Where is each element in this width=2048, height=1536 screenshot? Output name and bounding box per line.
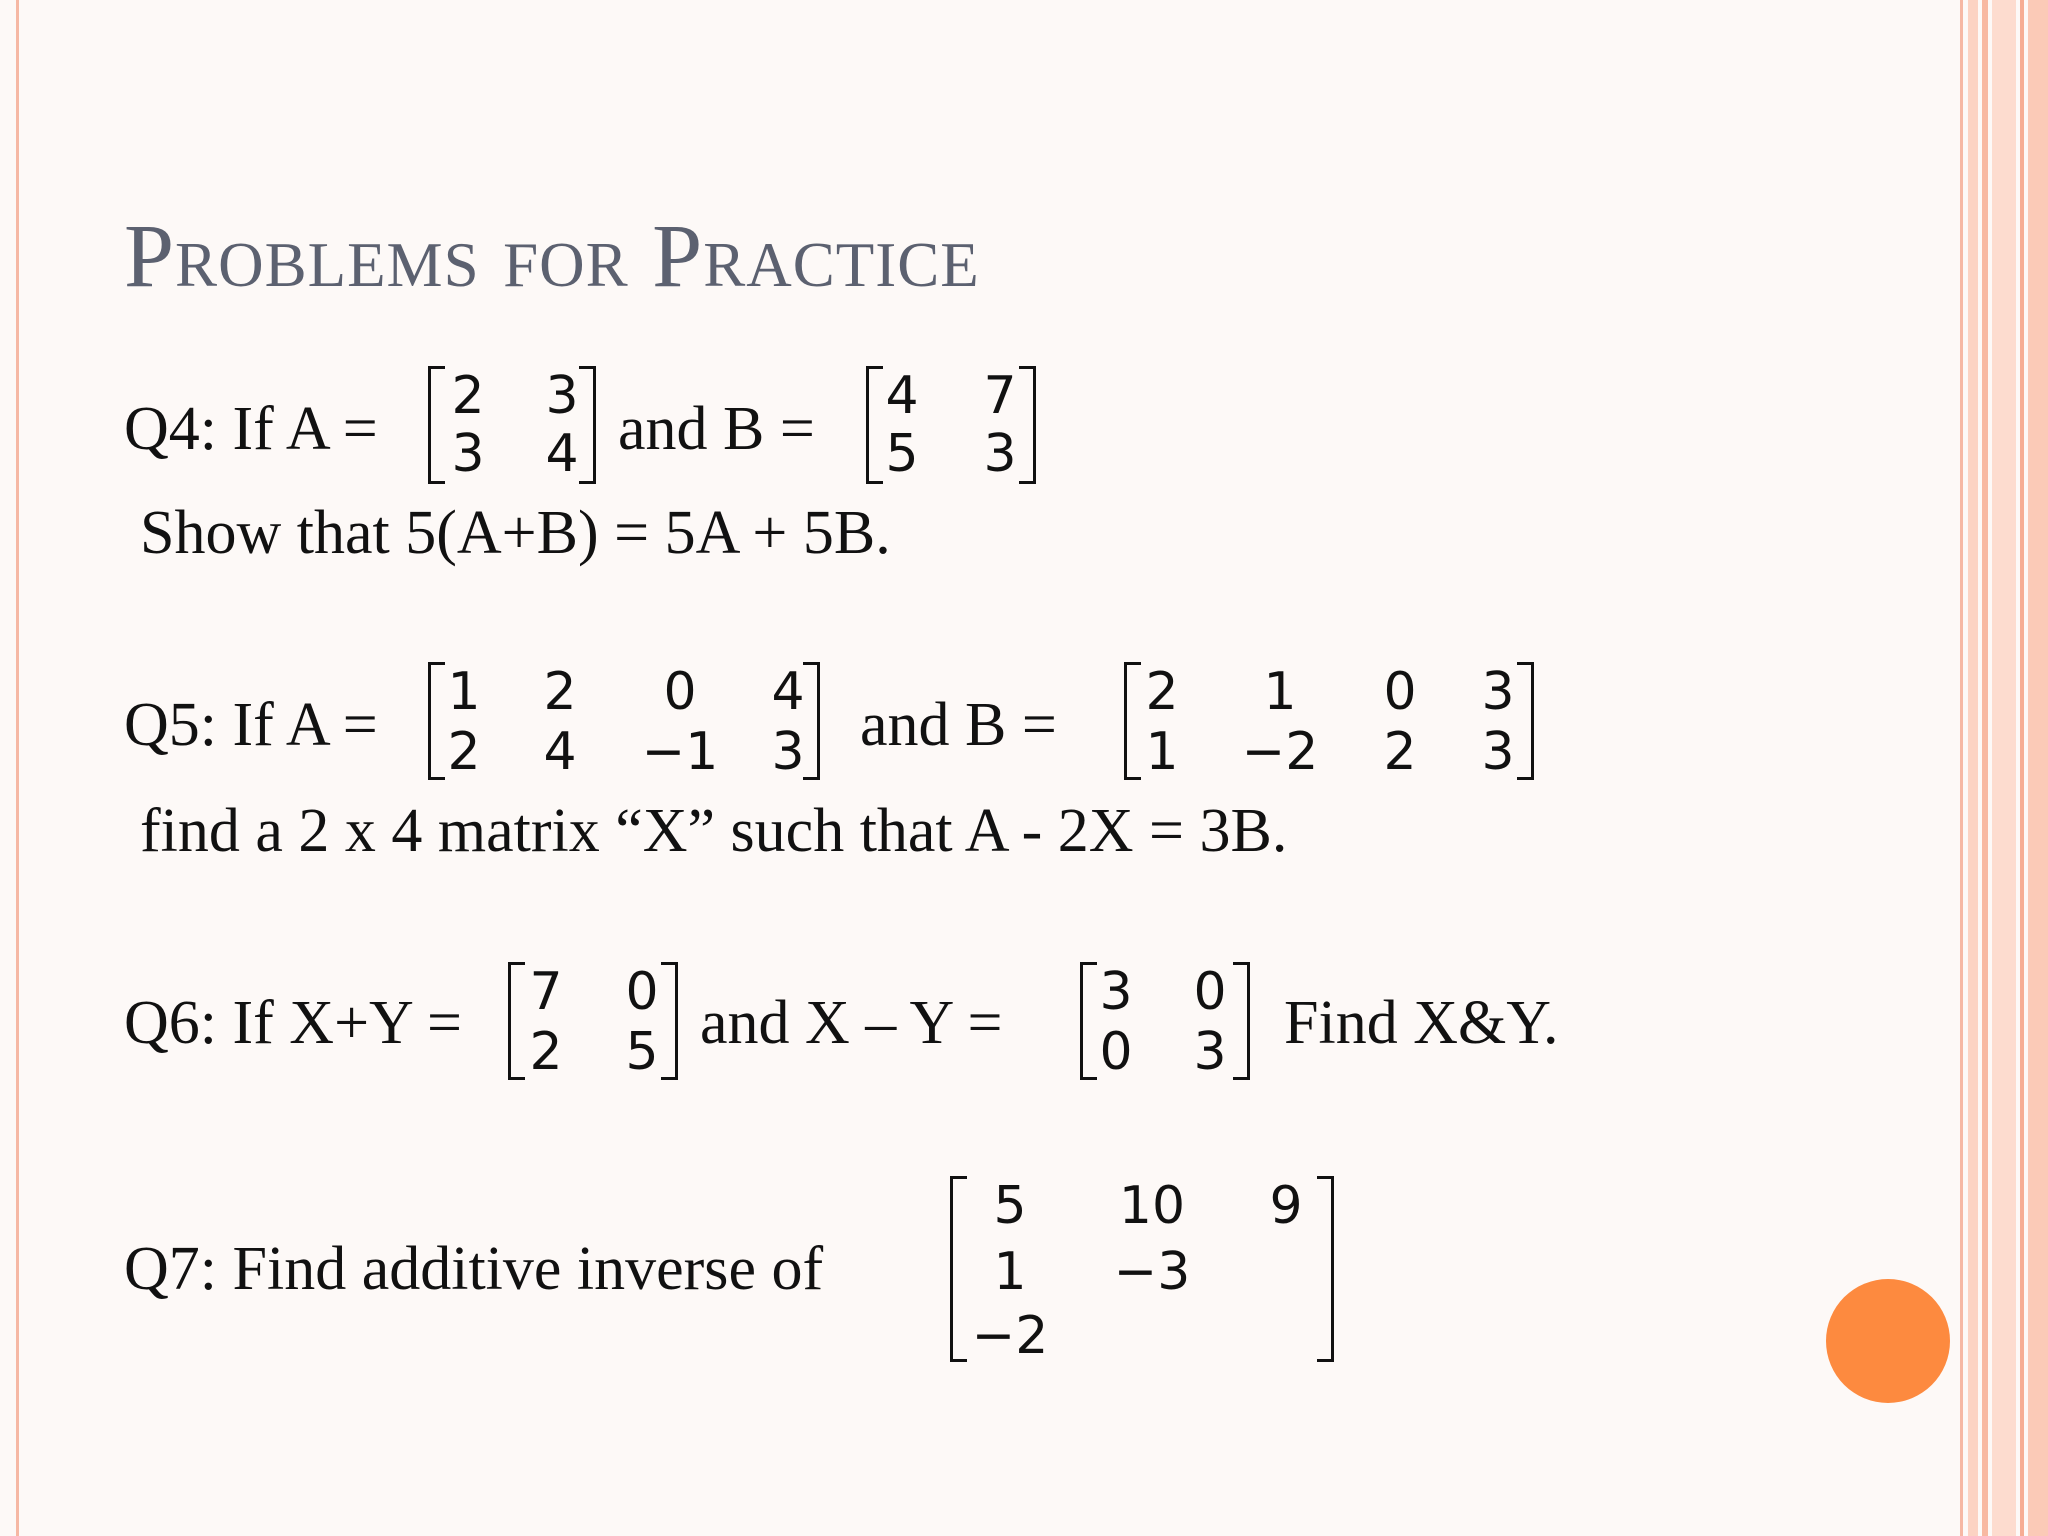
- stripe: [1960, 0, 1963, 1536]
- matrix-cell: 5: [625, 1022, 659, 1082]
- matrix-cell: 3: [771, 722, 805, 782]
- matrix-cell: 1: [1145, 722, 1179, 782]
- matrix-cell: 2: [529, 1022, 563, 1082]
- matrix-cell: 2: [543, 662, 577, 722]
- q4-and-b: and B =: [618, 395, 815, 463]
- matrix-cell: 3: [545, 366, 579, 426]
- stripe: [1982, 0, 1988, 1536]
- stripe: [2028, 0, 2048, 1536]
- stripe: [1968, 0, 1978, 1536]
- matrix-cell: 5: [993, 1176, 1027, 1236]
- matrix-cell: 3: [451, 424, 485, 484]
- matrix-cell: 4: [545, 424, 579, 484]
- matrix-cell: 10: [1118, 1176, 1186, 1236]
- matrix-cell: 7: [983, 366, 1017, 426]
- matrix-cell: −2: [1241, 722, 1319, 782]
- q5-and-b: and B =: [860, 691, 1057, 759]
- matrix-cell: 4: [771, 662, 805, 722]
- matrix-cell: −3: [1113, 1242, 1191, 1302]
- matrix-cell: 3: [1481, 722, 1515, 782]
- stripe: [2020, 0, 2024, 1536]
- matrix-cell: 1: [993, 1242, 1027, 1302]
- orange-circle-decoration: [1826, 1279, 1950, 1403]
- matrix-cell: 9: [1269, 1176, 1303, 1236]
- matrix-cell: 4: [543, 722, 577, 782]
- matrix-cell: 2: [1383, 722, 1417, 782]
- matrix-cell: 1: [447, 662, 481, 722]
- q5-matrix-a: [428, 662, 820, 780]
- matrix-cell: 2: [451, 366, 485, 426]
- q7-matrix: [950, 1176, 1334, 1366]
- matrix-cell: −2: [971, 1306, 1049, 1366]
- matrix-cell: 0: [1193, 962, 1227, 1022]
- q5-prefix: Q5: If A =: [124, 691, 378, 759]
- q5-matrix-b: [1124, 662, 1534, 780]
- matrix-cell: −1: [641, 722, 719, 782]
- matrix-cell: 3: [1481, 662, 1515, 722]
- matrix-cell: 2: [1145, 662, 1179, 722]
- matrix-cell: 3: [1193, 1022, 1227, 1082]
- matrix-cell: 1: [1263, 662, 1297, 722]
- q4-matrix-a: [428, 366, 596, 484]
- q4-matrix-b: [866, 366, 1036, 484]
- matrix-cell: 7: [529, 962, 563, 1022]
- q4-statement: Show that 5(A+B) = 5A + 5B.: [140, 499, 891, 567]
- matrix-cell: 5: [885, 424, 919, 484]
- q6-matrix-sum: [508, 962, 678, 1080]
- matrix-cell: 0: [1099, 1022, 1133, 1082]
- matrix-cell: 4: [885, 366, 919, 426]
- matrix-cell: 3: [983, 424, 1017, 484]
- matrix-cell: 0: [1383, 662, 1417, 722]
- q6-suffix: Find X&Y.: [1284, 989, 1559, 1057]
- q5-statement: find a 2 x 4 matrix “X” such that A - 2X = 3B.: [140, 797, 1288, 865]
- matrix-cell: 0: [663, 662, 697, 722]
- stripe: [1992, 0, 2016, 1536]
- matrix-cell: 2: [447, 722, 481, 782]
- matrix-cell: 3: [1099, 962, 1133, 1022]
- slide-title: Problems for Practice: [124, 207, 980, 306]
- q4-prefix: Q4: If A =: [124, 395, 378, 463]
- q6-prefix: Q6: If X+Y =: [124, 989, 462, 1057]
- q7-prefix: Q7: Find additive inverse of: [124, 1235, 824, 1303]
- q6-and-diff: and X – Y =: [700, 989, 1003, 1057]
- right-decorative-stripes: [1960, 0, 2048, 1536]
- matrix-cell: 0: [625, 962, 659, 1022]
- left-border-line: [16, 0, 19, 1536]
- q6-matrix-diff: [1080, 962, 1250, 1080]
